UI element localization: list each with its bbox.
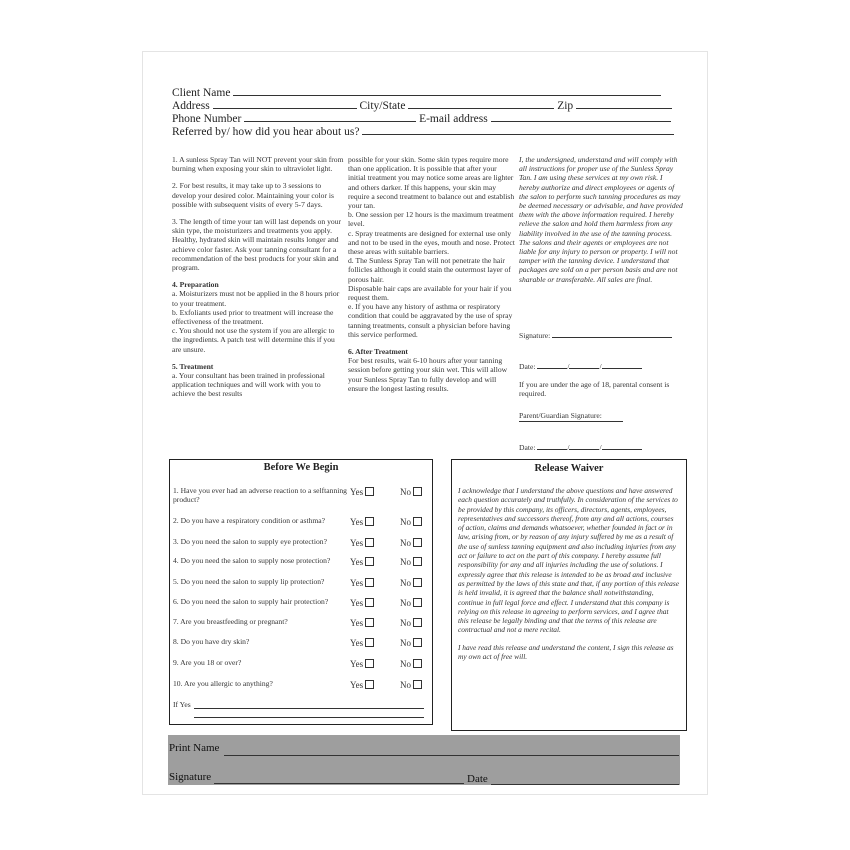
no-option[interactable] (400, 538, 422, 548)
no-option[interactable] (400, 659, 422, 669)
yes-option[interactable] (350, 638, 374, 648)
phone-label: Phone Number (172, 113, 242, 125)
instruction-1: 1. A sunless Spray Tan will NOT prevent your skin from burning when exposing your skin to ultraviolet light. (172, 155, 344, 174)
date2-month-field[interactable] (537, 442, 567, 450)
instructions-left (172, 155, 344, 399)
mid-c: c. Spray treatments are designed for external use only and not to be used in the eyes, mouth and nose. Protect these areas with suitable barriers. (348, 228, 515, 257)
no-option[interactable] (400, 618, 422, 628)
guardian-label: Parent/Guardian Signature: (519, 411, 602, 420)
footer-date-label: Date (467, 773, 488, 785)
question-text: 6. Do you need the salon to supply hair protection? (173, 597, 329, 606)
no-checkbox[interactable] (413, 598, 422, 607)
footer-signature-field[interactable] (214, 783, 464, 784)
guardian-row (519, 411, 602, 420)
yes-option[interactable] (350, 578, 374, 588)
date2-day-field[interactable] (569, 442, 599, 450)
yes-checkbox[interactable] (365, 638, 374, 647)
release-waiver-title: Release Waiver (534, 463, 604, 474)
yes-label: Yes (350, 618, 364, 628)
referred-field[interactable] (362, 124, 674, 135)
treat-a: a. Your consultant has been trained in professional application techniques and will work with you to achieve the best results (172, 371, 325, 399)
no-checkbox[interactable] (413, 618, 422, 627)
date2-year-field[interactable] (602, 442, 642, 450)
phone-field[interactable] (244, 111, 416, 122)
agreement-text: I, the undersigned, understand and will comply with all instructions for proper use of the Sunless Spray Tan. I am using these services at my own risk. I hereby authorize and direct employees or agents of the salon to perform such tanning procedures as may be deemed necessary or advisable, and have provided them with the above information required. I hereby relieve the salon and hold them harmless from any liability involved in the use of the tanning process. The salons and their agents or employees are not liable for any injury to person or property. I will not tamper with the tanning device. I understand that packages are sold on a per person basis and are not sharable or transferable. All sales are final. (519, 155, 683, 284)
yes-label: Yes (350, 517, 364, 527)
question-text: 2. Do you have a respiratory condition or asthma? (173, 516, 326, 525)
no-checkbox[interactable] (413, 517, 422, 526)
no-label: No (400, 517, 411, 527)
question-text: 3. Do you need the salon to supply eye protection? (173, 537, 327, 546)
mid-b: b. One session per 12 hours is the maximum treatment level. (348, 210, 514, 229)
no-option[interactable] (400, 638, 422, 648)
yes-option[interactable] (350, 538, 374, 548)
yes-label: Yes (350, 680, 364, 690)
address-label: Address (172, 100, 210, 112)
footer-signature-label: Signature (169, 771, 212, 783)
yes-checkbox[interactable] (365, 680, 374, 689)
signature-label: Signature: (519, 331, 551, 340)
mid-e: e. If you have any history of asthma or respiratory condition that could be aggravated by the use of spray tanning treatments, consult a physician before having this service performed. (348, 302, 513, 339)
if-yes-field[interactable] (194, 708, 424, 709)
minor-consent-text: If you are under the age of 18, parental consent is required. (519, 380, 670, 399)
instructions-middle (348, 155, 516, 393)
no-option[interactable] (400, 487, 422, 497)
no-label: No (400, 598, 411, 608)
no-checkbox[interactable] (413, 578, 422, 587)
yes-checkbox[interactable] (365, 557, 374, 566)
date2-row: Date: / / (519, 442, 642, 452)
no-option[interactable] (400, 578, 422, 588)
yes-label: Yes (350, 487, 364, 497)
prep-a: a. Moisturizers must not be applied in the 8 hours prior to your treatment. (172, 289, 340, 308)
date2-label: Date: (519, 443, 536, 452)
no-option[interactable] (400, 517, 422, 527)
address-field[interactable] (213, 98, 357, 109)
after-treatment: For best results, wait 6-10 hours after your tanning session before getting your skin wet. This will allow your Sunless Spray Tan to fully develop and will ensure the longest lasting results. (348, 356, 508, 393)
no-option[interactable] (400, 680, 422, 690)
zip-label: Zip (557, 100, 574, 112)
yes-option[interactable] (350, 618, 374, 628)
yes-checkbox[interactable] (365, 487, 374, 496)
yes-option[interactable] (350, 557, 374, 567)
no-checkbox[interactable] (413, 557, 422, 566)
release-waiver-box (451, 459, 687, 731)
date-year-field[interactable] (602, 361, 642, 369)
treatment-heading: 5. Treatment (172, 361, 214, 371)
yes-option[interactable] (350, 487, 374, 497)
yes-option[interactable] (350, 659, 374, 669)
no-label: No (400, 680, 411, 690)
yes-checkbox[interactable] (365, 517, 374, 526)
question-text: 7. Are you breastfeeding or pregnant? (173, 617, 288, 626)
print-name-field[interactable] (224, 755, 679, 756)
if-yes-label: If Yes (173, 700, 191, 709)
no-checkbox[interactable] (413, 659, 422, 668)
city-state-field[interactable] (408, 98, 554, 109)
if-yes-field-2[interactable] (194, 717, 424, 718)
yes-option[interactable] (350, 517, 374, 527)
email-label: E-mail address (419, 113, 488, 125)
question-text: 8. Do you have dry skin? (173, 637, 250, 646)
no-label: No (400, 578, 411, 588)
agreement-right (519, 155, 683, 284)
mid-d: d. The Sunless Spray Tan will not penetrate the hair follicles although it could stain the outermost layer of porous hair. (348, 256, 511, 284)
date-day-field[interactable] (569, 361, 599, 369)
no-checkbox[interactable] (413, 680, 422, 689)
preparation-heading: 4. Preparation (172, 280, 219, 290)
yes-label: Yes (350, 578, 364, 588)
yes-label: Yes (350, 557, 364, 567)
no-label: No (400, 487, 411, 497)
after-treatment-heading: 6. After Treatment (348, 347, 408, 357)
yes-checkbox[interactable] (365, 618, 374, 627)
date-row: Date: / / (519, 361, 642, 371)
yes-checkbox[interactable] (365, 659, 374, 668)
date-label: Date: (519, 362, 536, 371)
yes-checkbox[interactable] (365, 598, 374, 607)
signature-row (519, 330, 672, 340)
yes-label: Yes (350, 659, 364, 669)
prep-b: b. Exfoliants used prior to treatment will increase the effectiveness of the treatment. (172, 307, 334, 327)
no-label: No (400, 638, 411, 648)
mid-caps: Disposable hair caps are available for your hair if you request them. (348, 283, 512, 303)
yes-option[interactable] (350, 598, 374, 608)
waiver-paragraph-2: I have read this release and understand the content, I sign this release as my own act of free will. (458, 642, 674, 662)
release-waiver-text (458, 486, 680, 669)
question-text: 1. Have you ever had an adverse reaction to a selftanning product? (173, 486, 347, 505)
client-name-label: Client Name (172, 87, 231, 99)
instruction-2: 2. For best results, it may take up to 3 sessions to develop your desired color. Maintaining your color is possible with subsequent visits of every 5-7 days. (172, 181, 334, 209)
yes-label: Yes (350, 538, 364, 548)
signature-field[interactable] (552, 330, 672, 338)
signature-bar (168, 735, 680, 785)
no-checkbox[interactable] (413, 538, 422, 547)
no-checkbox[interactable] (413, 638, 422, 647)
no-label: No (400, 659, 411, 669)
no-option[interactable] (400, 598, 422, 608)
yes-label: Yes (350, 638, 364, 648)
minor-note (519, 380, 685, 398)
yes-option[interactable] (350, 680, 374, 690)
no-label: No (400, 618, 411, 628)
question-text: 5. Do you need the salon to supply lip protection? (173, 577, 325, 586)
footer-date-field[interactable] (491, 784, 679, 785)
before-we-begin-title: Before We Begin (263, 462, 339, 473)
yes-checkbox[interactable] (365, 538, 374, 547)
email-field[interactable] (491, 111, 671, 122)
print-name-label: Print Name (169, 742, 220, 754)
no-label: No (400, 538, 411, 548)
no-option[interactable] (400, 557, 422, 567)
mid-continued: possible for your skin. Some skin types require more than one application. It is possible that after your initial treatment you may notice some areas are lighter and others darker. If this happens, your skin may require a second treatment to balance out and establish your tan. (348, 155, 515, 211)
before-we-begin-box (169, 459, 433, 725)
no-label: No (400, 557, 411, 567)
instruction-3: 3. The length of time your tan will last depends on your skin type, the moisturizers and treatments you apply. Healthy, hydrated skin will maintain results longer and achieve color faster. Ask your tanning consultant for a recommendation of the best products for your skin and program. (172, 217, 342, 273)
prep-c: c. You should not use the system if you are allergic to the ingredients. A patch test will determine this if you are unsure. (172, 326, 335, 354)
date-month-field[interactable] (537, 361, 567, 369)
question-text: 4. Do you need the salon to supply nose protection? (173, 556, 331, 565)
referred-row (172, 124, 674, 139)
question-text: 10. Are you allergic to anything? (173, 679, 273, 688)
yes-checkbox[interactable] (365, 578, 374, 587)
client-name-field[interactable] (233, 85, 661, 96)
question-text: 9. Are you 18 or over? (173, 658, 242, 667)
referred-label: Referred by/ how did you hear about us? (172, 126, 360, 138)
guardian-signature-field[interactable] (519, 421, 623, 422)
waiver-paragraph-1: I acknowledge that I understand the above questions and have answered each question accurately and truthfully. In consideration of the services to be provided by this company, its officers, directors, agents, employees, representatives and successors thereof, from any and all actions, courses of action, claims and demands whatsoever, whether founded in fact or in law, arising from, or by reason of any injury suffered by me as a result of the use of sunless tanning equipment and also including injuries from any act or failure to act on the part of this company. I hereby assume full responsibility for any and all injuries including the use of solutions. I expressly agree that this release is intended to be as broad and inclusive as permitted by the laws of this state and that, if any portion of this release is held invalid, it is agreed that the balance shall notwithstanding, continue in full legal force and effect. I understand that this company is relying on this release in agreeing to perform services, and I agree that this release be legally binding and that the terms of this release are contractual and not a mere recital. (458, 486, 680, 635)
zip-field[interactable] (576, 98, 672, 109)
yes-label: Yes (350, 598, 364, 608)
no-checkbox[interactable] (413, 487, 422, 496)
city-state-label: City/State (359, 100, 406, 112)
